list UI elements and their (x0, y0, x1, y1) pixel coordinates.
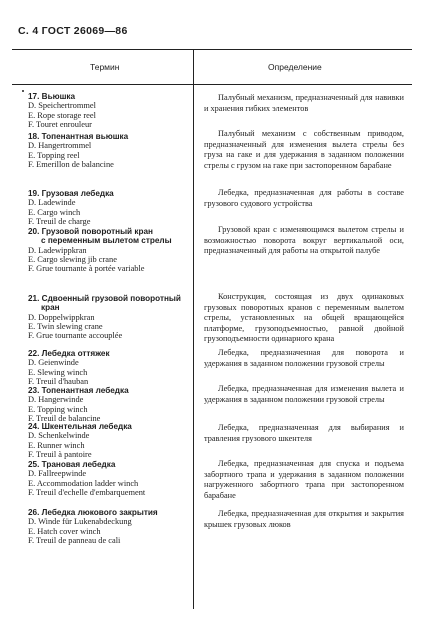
definition-24 (204, 423, 404, 444)
term-lang-fr: F. Emerillon de balancine (28, 159, 114, 169)
term-lang-fr: F. Grue tournante à portée variable (28, 264, 145, 273)
term-lang-fr: F. Treuil de panneau de cali (28, 535, 121, 545)
term-title: Трановая лебедка (41, 460, 116, 469)
term-title: Лебедка оттяжек (41, 349, 110, 358)
term-title: Лебедка люкового закрытия (41, 508, 158, 517)
term-entry-18 (28, 132, 128, 169)
term-lang-fr: F. Grue tournante accouplée (28, 331, 123, 340)
term-lang-en: E. Cargo winch (28, 207, 81, 217)
definition-text: Лебедка, предназначенная для спуска и подъема забортного трапа и удержания в заданном положении нагруженного забортного трапа при застопоренном барабане (204, 459, 404, 500)
bullet-mark (22, 90, 24, 92)
term-lang-fr: F. Treuil à pantoire (28, 449, 92, 459)
term-number: 21. (28, 294, 40, 303)
term-lang-de: D. Fallreepwinde (28, 469, 87, 479)
term-title-continued: с переменным вылетом стрелы (41, 236, 172, 246)
term-title: Грузовой поворотный кран (41, 227, 153, 236)
term-lang-de: D. Hangertrommel (28, 141, 92, 151)
term-entry-24 (28, 422, 132, 459)
definition-text: Лебедка, предназначенная для изменения вылета и удержания в заданном положении грузовой стрелы (204, 384, 404, 404)
term-lang-de: D. Doppelwippkran (28, 312, 95, 322)
table-header-rule (12, 84, 412, 85)
term-lang-de: D. Ladewinde (28, 198, 76, 208)
term-number: 23. (28, 386, 40, 395)
term-lang-fr: F. Touret enrouleur (28, 119, 92, 129)
term-lang-en: E. Topping winch (28, 404, 88, 414)
definition-text: Лебедка, предназначенная для открытия и закрытия крышек грузовых люков (204, 509, 404, 529)
term-lang-fr: F. Treuil de balancine (28, 413, 101, 423)
term-entry-26 (28, 508, 158, 545)
column-header-term: Термин (90, 62, 120, 72)
term-number: 26. (28, 508, 40, 517)
definition-20 (204, 225, 404, 257)
term-title: Сдвоенный грузовой поворотный (41, 294, 181, 303)
term-entry-22 (28, 349, 110, 386)
term-lang-de: D. Hangerwinde (28, 395, 84, 405)
term-lang-fr: F. Treuil d'hauban (28, 376, 89, 386)
term-number: 17. (28, 92, 40, 101)
table-top-rule (12, 49, 412, 50)
term-title: Грузовая лебедка (41, 189, 114, 198)
term-lang-en: E. Topping reel (28, 150, 80, 160)
term-entry-17 (28, 92, 96, 129)
column-header-definition: Определение (268, 62, 322, 72)
term-lang-en: E. Slewing winch (28, 367, 88, 377)
term-lang-de: D. Geienwinde (28, 358, 79, 368)
term-title: Топенантная лебедка (41, 386, 129, 395)
term-lang-en: E. Accommodation ladder winch (28, 478, 139, 488)
definition-21 (204, 292, 404, 345)
definition-26 (204, 509, 404, 530)
term-entry-21 (28, 294, 181, 340)
term-number: 22. (28, 349, 40, 358)
definition-text: Конструкция, состоящая из двух одинаковых грузовых поворотных кранов с переменным вылетом стрелы, установленных на общей вращающейся платформе, грузоподъемностью, равной двойной грузоподъемности одинарного крана (204, 292, 404, 344)
term-number: 19. (28, 189, 40, 198)
definition-18 (204, 129, 404, 171)
term-entry-20 (28, 227, 172, 273)
term-title: Вьюшка (41, 92, 76, 101)
definition-text: Лебедка, предназначенная для поворота и удержания в заданном положении грузовой стрелы (204, 348, 404, 368)
definition-text: Палубный механизм, предназначенный для навивки и хранения гибких элементов (204, 93, 404, 113)
term-lang-en: E. Runner winch (28, 440, 85, 450)
term-lang-de: D. Speichertrommel (28, 101, 96, 111)
term-entry-25 (28, 460, 145, 497)
term-lang-de: D. Ladewippkran (28, 245, 87, 255)
term-lang-de: D. Winde für Lukenabdeckung (28, 517, 132, 527)
column-divider (193, 49, 194, 609)
definition-text: Палубный механизм с собственным приводом, предназначенный для изменения вылета стрелы без груза на гаке и для удержания в заданном положении стрелы с грузом на гаке при застопоренном барабане (204, 129, 404, 170)
definition-25 (204, 459, 404, 501)
term-number: 20. (28, 227, 40, 236)
term-lang-en: E. Rope storage reel (28, 110, 96, 120)
definition-text: Грузовой кран с изменяющимся вылетом стрелы и возможностью поворота вокруг вертикальной оси, предназначенный для работы на открытой палубе (204, 225, 404, 256)
term-title: Топенантная вьюшка (41, 132, 129, 141)
definition-23 (204, 384, 404, 405)
definition-text: Лебедка, предназначенная для выбирания и травления грузового шкентеля (204, 423, 404, 443)
term-entry-19 (28, 189, 114, 226)
term-number: 18. (28, 132, 40, 141)
definition-19 (204, 188, 404, 209)
term-number: 24. (28, 422, 40, 431)
term-lang-fr: F. Treuil d'echelle d'embarquement (28, 487, 146, 497)
term-number: 25. (28, 460, 40, 469)
page-header: С. 4 ГОСТ 26069—86 (18, 25, 128, 37)
term-lang-en: E. Hatch cover winch (28, 526, 101, 536)
term-lang-en: E. Twin slewing crane (28, 321, 103, 331)
term-entry-23 (28, 386, 129, 423)
term-title-continued: кран (41, 303, 60, 313)
term-lang-de: D. Schenkelwinde (28, 431, 90, 441)
definition-17 (204, 93, 404, 114)
definition-text: Лебедка, предназначенная для работы в составе грузового судового устройства (204, 188, 404, 208)
term-lang-fr: F. Treuil de charge (28, 216, 91, 226)
term-title: Шкентельная лебедка (41, 422, 132, 431)
definition-22 (204, 348, 404, 369)
term-lang-en: E. Cargo slewing jib crane (28, 254, 117, 264)
